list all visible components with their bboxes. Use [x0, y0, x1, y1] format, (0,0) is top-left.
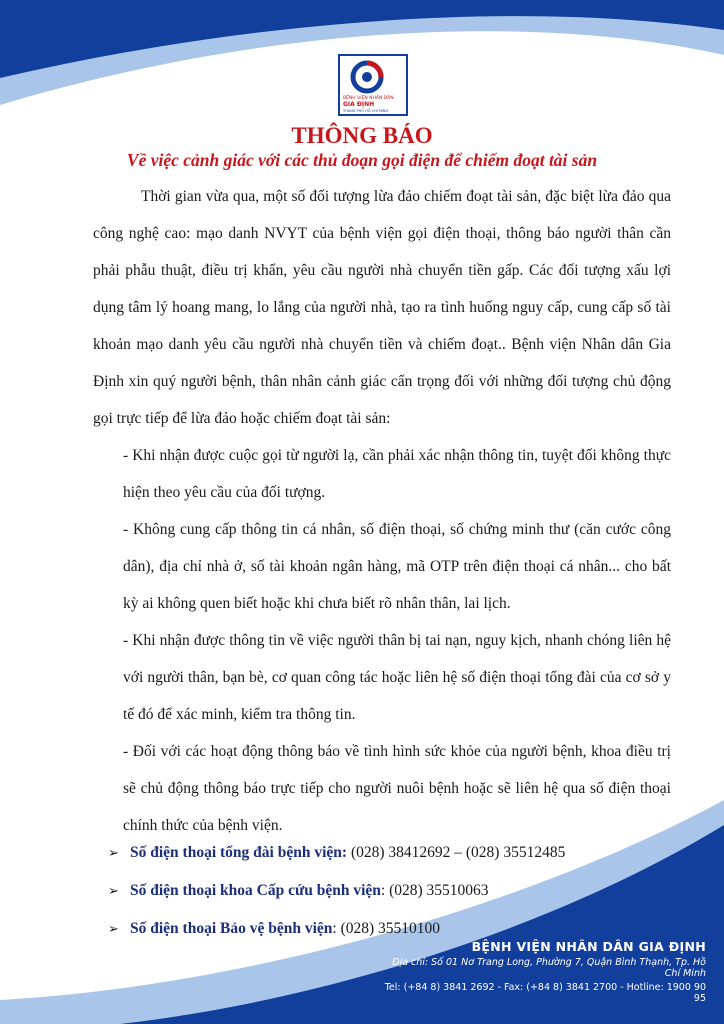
logo-text-line3: THÀNH PHỐ HỒ CHÍ MINH	[343, 109, 389, 113]
warning-item-3: - Khi nhận được thông tin về việc người thân bị tai nạn, nguy kịch, nhanh chóng liên hệ với người thân, bạn bè, cơ quan công tác hoặc liên hệ số điện thoại tổng đài của cơ sở y tế đó để xác minh, kiểm tra thông tin.	[123, 632, 671, 723]
hospital-logo-icon	[337, 53, 409, 117]
footer-address: Địa chỉ: Số 01 Nơ Trang Long, Phường 7, Quận Bình Thạnh, Tp. Hồ Chí Minh	[392, 957, 706, 979]
arrow-bullet-icon: ➢	[108, 884, 119, 899]
intro-paragraph: Thời gian vừa qua, một số đối tượng lừa đảo chiếm đoạt tài sản, đặc biệt lừa đảo qua công nghệ cao: mạo danh NVYT của bệnh viện gọi điện thoại, thông báo người thân cần phải phẫu thuật, điều trị khẩn, yêu cầu người nhà chuyển tiền gấp. Các đối tượng xấu lợi dụng tâm lý hoang mang, lo lắng của người nhà, tạo ra tình huống nguy cấp, cung cấp số tài khoản mạo danh yêu cầu người nhà chuyển tiền và chiếm đoạt.. Bệnh viện Nhân dân Gia Định xin quý người bệnh, thân nhân cảnh giác cẩn trọng đối với những đối tượng chủ động gọi trực tiếp để lừa đảo hoặc chiếm đoạt tài sản:	[93, 188, 671, 427]
footer-hospital-name: BỆNH VIỆN NHÂN DÂN GIA ĐỊNH	[471, 939, 706, 954]
warning-item-4: - Đối với các hoạt động thông báo về tình hình sức khỏe của người bệnh, khoa điều trị sẽ chủ động thông báo trực tiếp cho người nuôi bệnh hoặc sẽ liên hệ qua số điện thoại chính thức của bệnh viện.	[123, 743, 671, 834]
notice-body	[93, 178, 671, 844]
footer-contact: Tel: (+84 8) 3841 2692 - Fax: (+84 8) 3841 2700 - Hotline: 1900 90 95	[384, 982, 706, 1004]
contact-label: Số điện thoại tổng đài bệnh viện:	[130, 844, 348, 861]
footer	[376, 939, 706, 1004]
arrow-bullet-icon: ➢	[108, 922, 119, 937]
contact-value: (028) 38412692 – (028) 35512485	[347, 844, 566, 861]
contact-list	[108, 834, 668, 948]
notice-title: THÔNG BÁO	[291, 123, 433, 148]
contact-switchboard	[108, 834, 668, 872]
contact-value: : (028) 35510100	[332, 920, 441, 937]
arrow-bullet-icon: ➢	[108, 846, 119, 861]
notice-subtitle: Về việc cảnh giác với các thủ đoạn gọi điện để chiếm đoạt tài sản	[126, 150, 598, 170]
contact-value: : (028) 35510063	[380, 882, 489, 899]
contact-label: Số điện thoại khoa Cấp cứu bệnh viện	[130, 882, 381, 899]
logo-text-line2: GIA ĐỊNH	[343, 101, 375, 108]
contact-emergency	[108, 872, 668, 910]
contact-label: Số điện thoại Bảo vệ bệnh viện	[130, 920, 333, 937]
logo-text-line1: BỆNH VIỆN NHÂN DÂN	[343, 96, 394, 101]
warning-item-2: - Không cung cấp thông tin cá nhân, số điện thoại, số chứng minh thư (căn cước công dân), địa chỉ nhà ở, số tài khoản ngân hàng, mã OTP trên điện thoại cá nhân... cho bất kỳ ai không quen biết hoặc khi chưa biết rõ nhân thân, lai lịch.	[123, 521, 671, 612]
warning-item-1: - Khi nhận được cuộc gọi từ người lạ, cần phải xác nhận thông tin, tuyệt đối không thực hiện theo yêu cầu của đối tượng.	[123, 447, 671, 501]
